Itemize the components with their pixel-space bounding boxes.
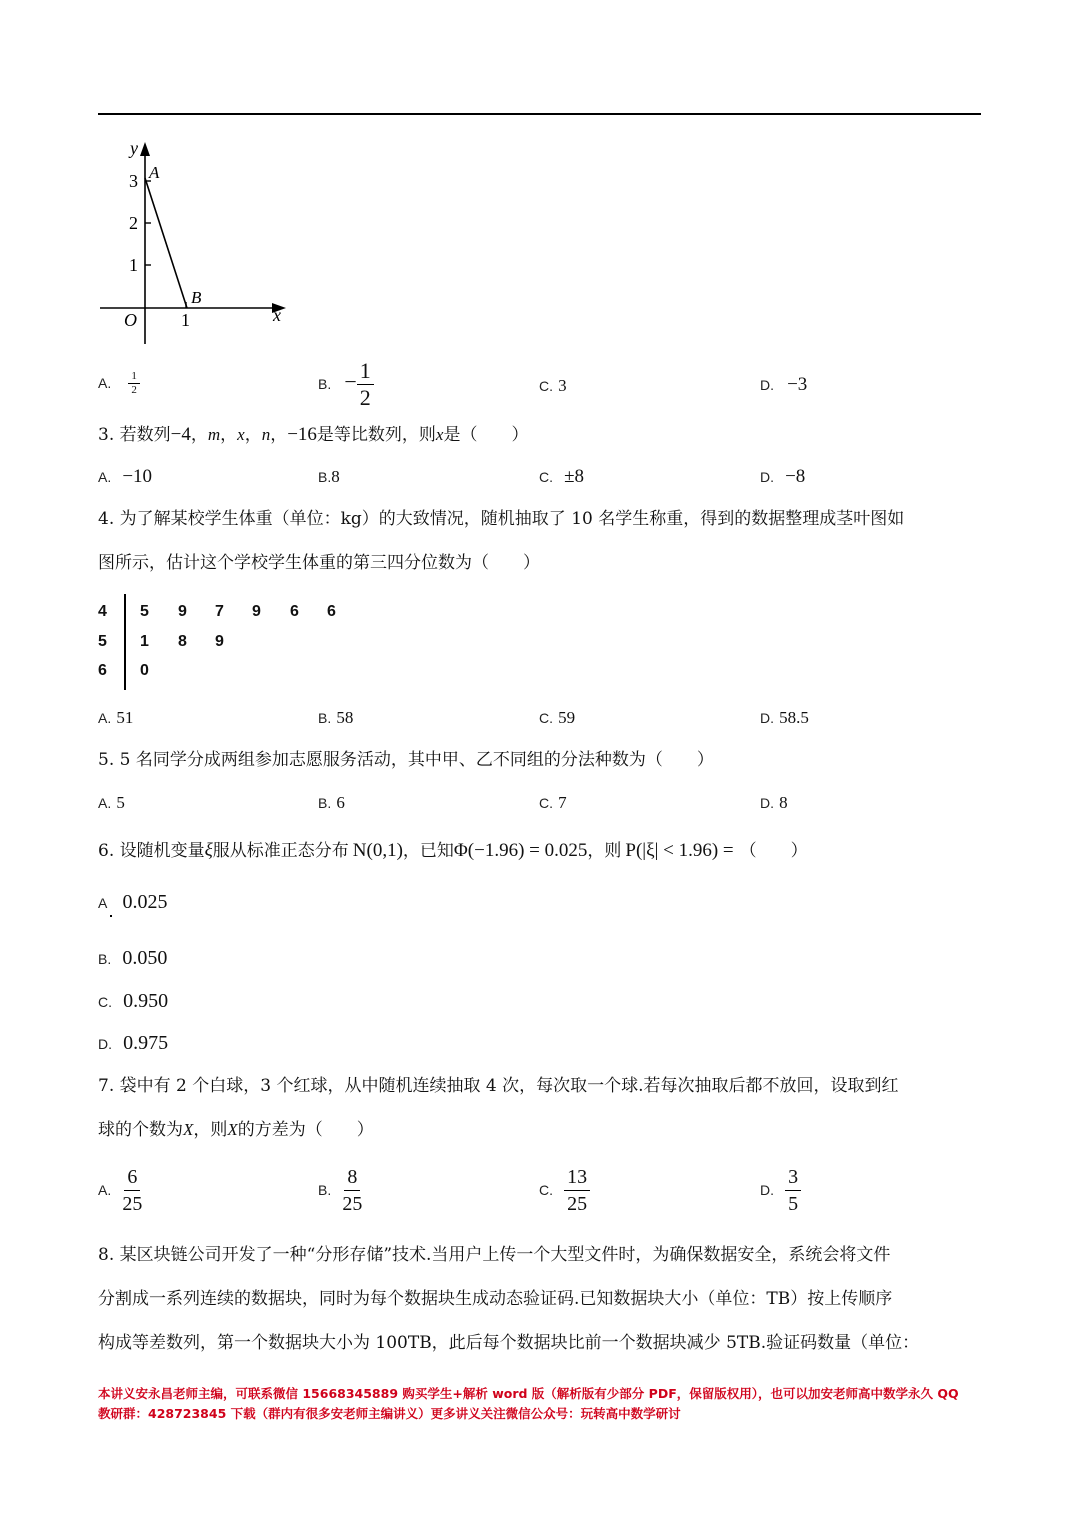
fraction: $\frac{13}{25}$ [564, 1164, 590, 1217]
y-axis-label: y [130, 138, 138, 158]
question-7: 7. 袋中有 2 个白球，3 个红球，从中随机连续抽取 4 次，每次取一个球.若每次抽取后都不放回，设取到红 球的个数为X，则X的方差为（ ） [98, 1076, 899, 1140]
option-c[interactable]: C. 59 [539, 708, 576, 727]
y-tick-label: 1 [129, 255, 138, 275]
option-d[interactable]: D. 58.5 [760, 708, 809, 727]
option-a[interactable]: A. $\frac{1}{2}$ [98, 370, 140, 397]
origin-label: O [124, 310, 137, 330]
fraction: $\frac{8}{25}$ [342, 1166, 363, 1215]
option-b[interactable]: B. 58 [318, 708, 354, 727]
option-c[interactable]: C. $\frac{13}{25}$ [539, 1164, 590, 1217]
fraction: $\frac{3}{5}$ [785, 1164, 801, 1217]
fraction: $\frac{6}{25}$ [122, 1166, 143, 1215]
point-b-label: B [191, 288, 202, 307]
x-axis-label: x [273, 305, 281, 325]
option-b[interactable]: B. − $\frac{1}{2}$ [318, 358, 374, 411]
fraction: $\frac{1}{2}$ [357, 358, 374, 411]
option-c[interactable]: C. 0.950 [98, 990, 169, 1012]
question-5: 5. 5 名同学分成两组参加志愿服务活动，其中甲、乙不同组的分法种数为（ ） [98, 750, 714, 770]
y-axis-arrow-icon [140, 142, 150, 156]
header-rule [98, 113, 981, 115]
option-c[interactable]: C. 3 [539, 376, 567, 395]
option-a[interactable]: A. 51 [98, 708, 134, 727]
option-a[interactable]: A. $\frac{6}{25}$ [98, 1166, 143, 1215]
option-b[interactable]: B. 6 [318, 793, 345, 812]
option-b[interactable]: B.8 [318, 467, 340, 486]
question-8: 8. 某区块链公司开发了一种“分形存储”技术.当用户上传一个大型文件时，为确保数据安全，系统会将文件 分割成一系列连续的数据块，同时为每个数据块生成动态验证码.已知数据块大小（单位：TB）按上传顺序 构成等差数列，第一个数据块大小为 100TB，此后每个数据块比前一个数据块减少 5TB.验证码数量（单位： [98, 1245, 920, 1353]
option-a[interactable]: A. 5 [98, 793, 125, 812]
question-3: 3. 若数列−4，m，x，n，−16是等比数列，则x是（ ） [98, 424, 529, 445]
option-b[interactable]: B. 0.050 [98, 947, 168, 969]
option-d[interactable]: D. 8 [760, 793, 788, 812]
option-a[interactable]: A. −10 [98, 466, 153, 487]
option-d[interactable]: D. −8 [760, 466, 806, 487]
fraction: $\frac{1}{2}$ [128, 370, 140, 397]
stray-dot [110, 915, 112, 917]
option-c[interactable]: C. 7 [539, 793, 567, 812]
question-6: 6. 设随机变量ξ服从标准正态分布 N(0,1)，已知Φ(−1.96) = 0.025，则 P(|ξ| < 1.96) = （ ） [98, 840, 808, 861]
x-tick-label: 1 [181, 310, 190, 330]
option-d[interactable]: D. 0.975 [98, 1032, 169, 1054]
point-a-label: A [149, 163, 160, 182]
coordinate-graph [96, 134, 296, 348]
option-d[interactable]: D. $\frac{3}{5}$ [760, 1164, 801, 1217]
y-tick-label: 3 [129, 171, 138, 191]
option-d[interactable]: D. −3 [760, 374, 808, 395]
option-a[interactable]: A 0.025 [98, 891, 168, 913]
stem-divider [124, 594, 126, 690]
segment-ab [145, 178, 187, 308]
footer-note: 本讲义安永昌老师主编，可联系微信 15668345889 购买学生+解析 word 版（解析版有少部分 PDF，保留版权用），也可以加安老师高中数学永久 QQ 教研群：428723845 下载（群内有很多安老师主编讲义）更多讲义关注微信公众号：玩转高中数学研讨 [98, 1386, 959, 1421]
option-c[interactable]: C. ±8 [539, 466, 585, 487]
option-b[interactable]: B. $\frac{8}{25}$ [318, 1166, 363, 1215]
question-4: 4. 为了解某校学生体重（单位：kg）的大致情况，随机抽取了 10 名学生称重，得到的数据整理成茎叶图如 图所示，估计这个学校学生体重的第三四分位数为（ ） [98, 509, 905, 573]
y-tick-label: 2 [129, 213, 138, 233]
